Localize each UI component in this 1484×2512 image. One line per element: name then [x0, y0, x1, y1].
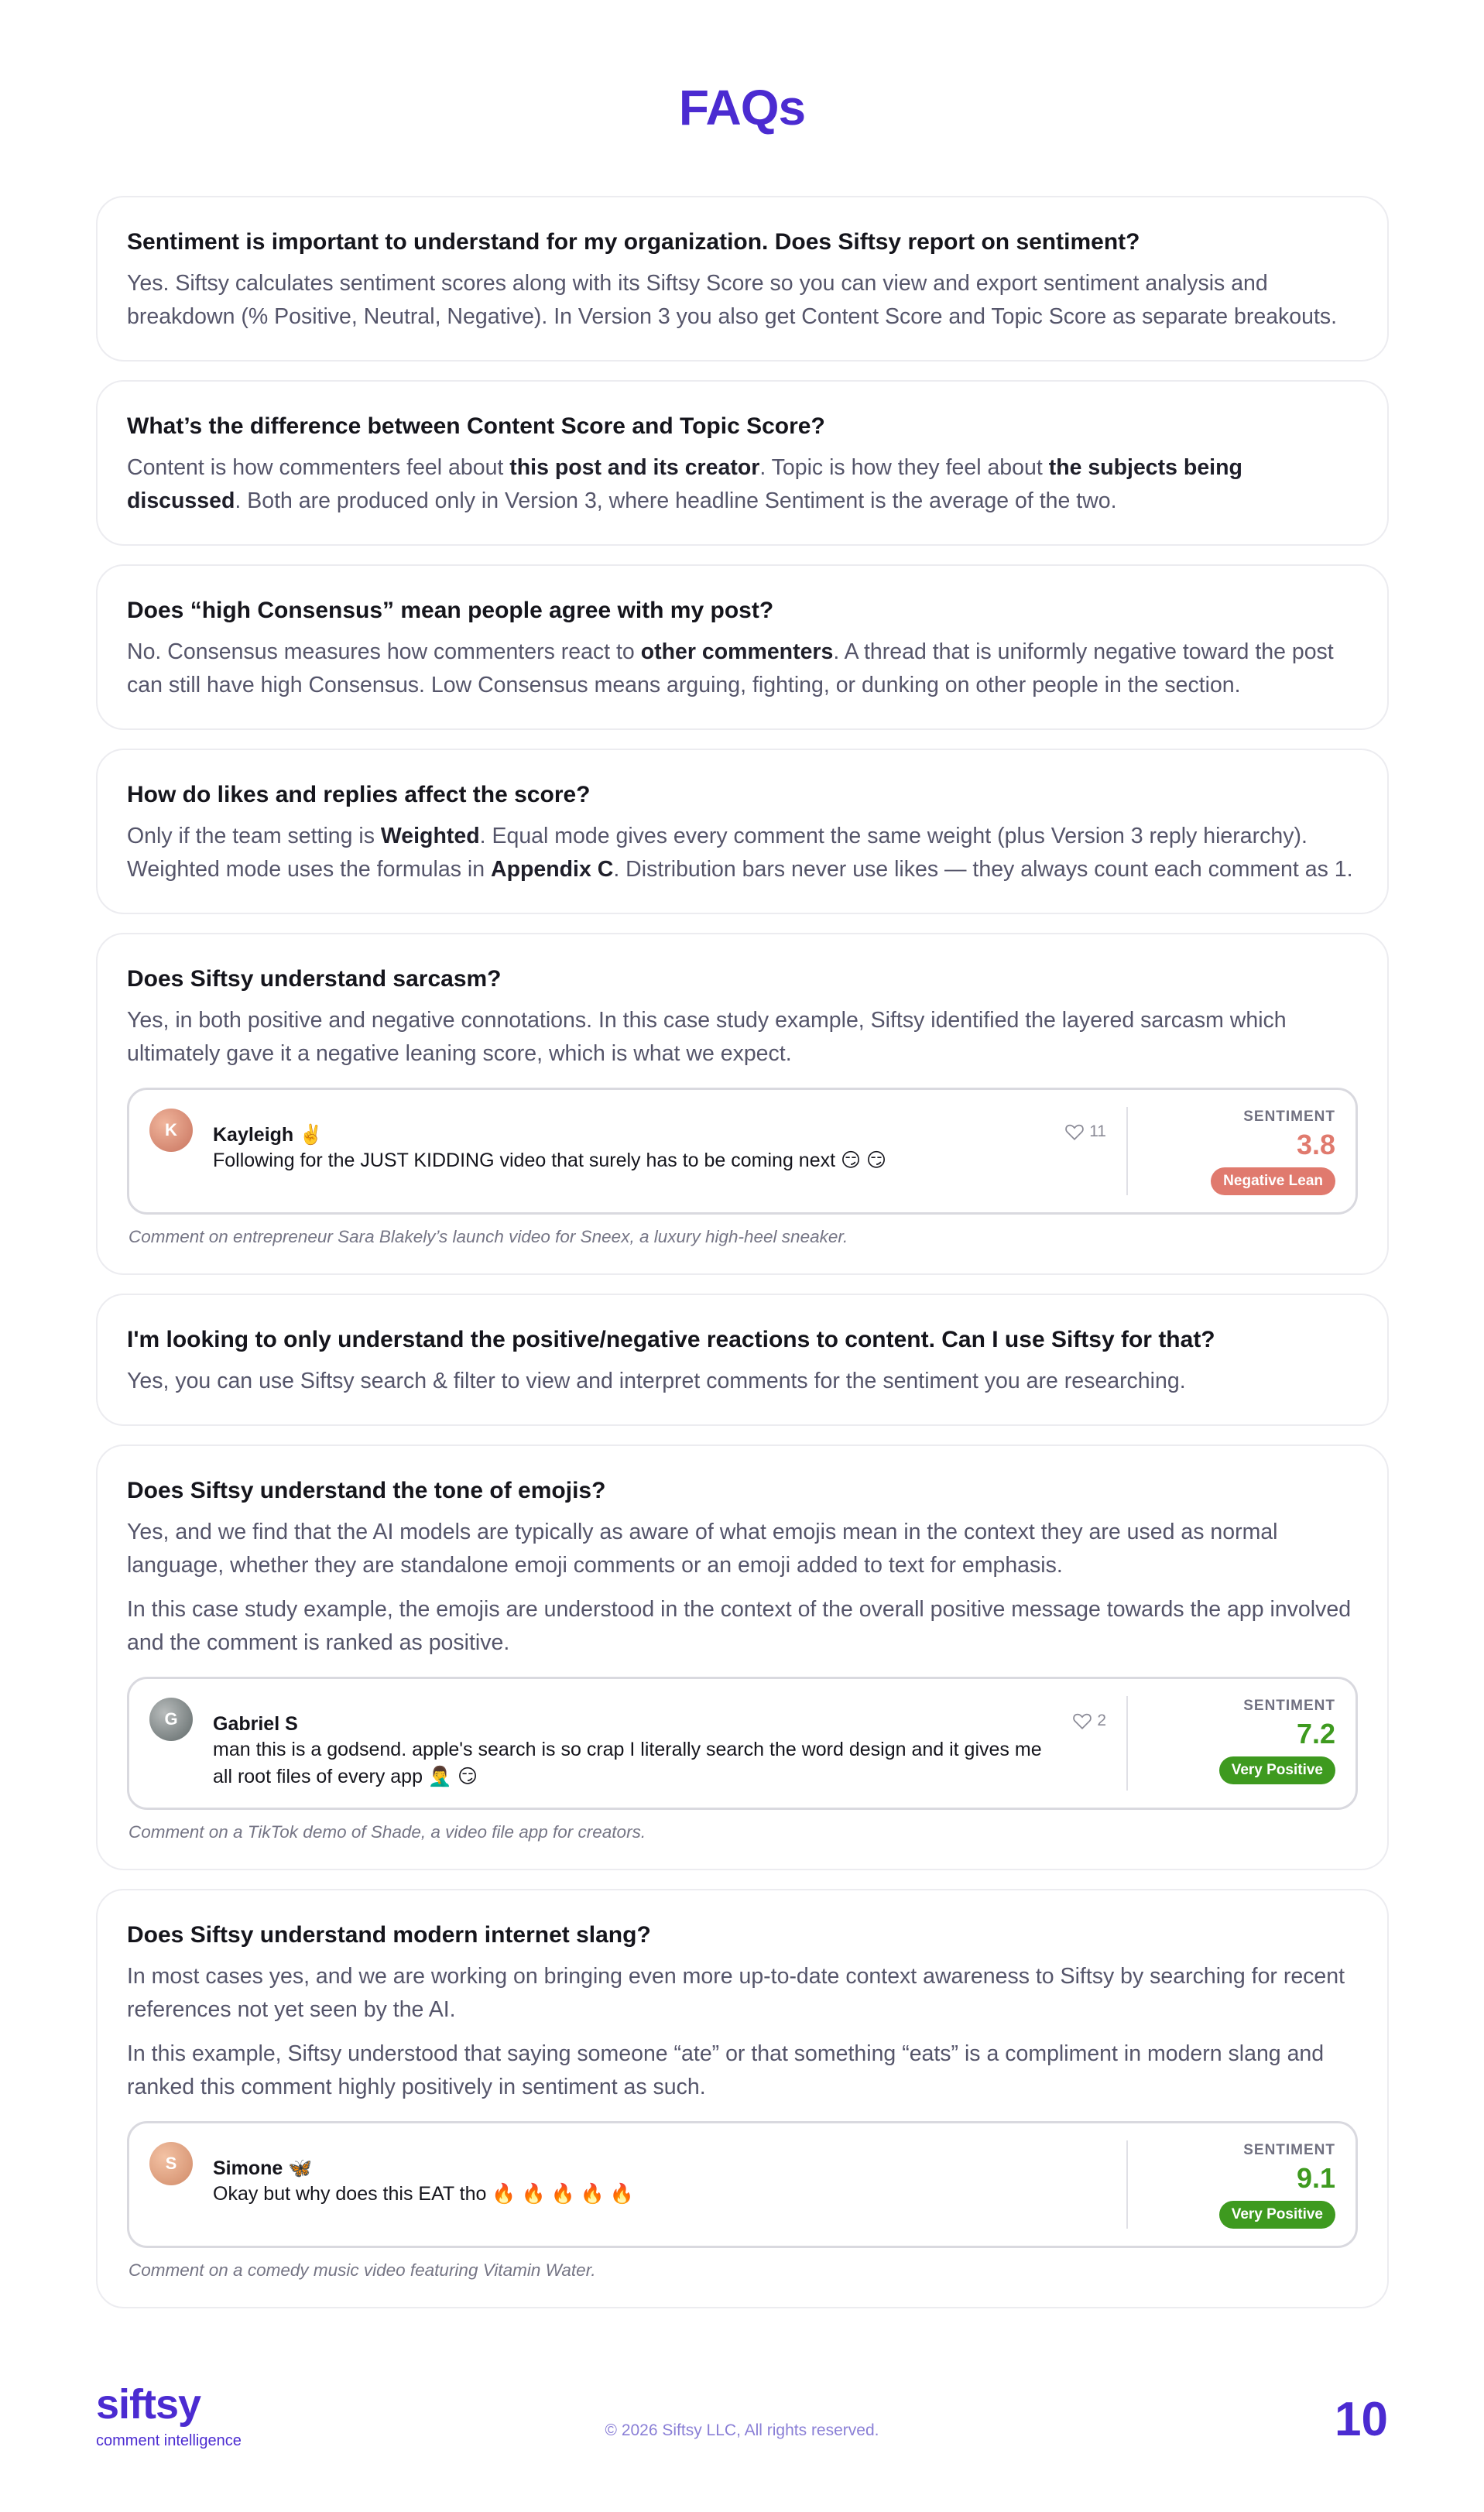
faq-card [96, 380, 1389, 546]
answer-text: No. Consensus measures how commenters react to [127, 639, 641, 664]
comment-caption: Comment on a TikTok demo of Shade, a video file app for creators. [129, 1822, 646, 1842]
faq-card [96, 1294, 1389, 1426]
faq-card [96, 1444, 1389, 1870]
faq-card [96, 933, 1389, 1275]
comment-caption: Comment on a comedy music video featuring Vitamin Water. [129, 2260, 596, 2280]
heart-icon [1064, 1122, 1085, 1141]
answer-emphasis: this post and its creator [509, 455, 760, 480]
answer-text: . Distribution bars never use likes — they always count each comment as 1. [613, 857, 1353, 882]
sentiment-label: SENTIMENT [1243, 1109, 1335, 1125]
faq-question: Does Siftsy understand modern internet slang? [127, 1922, 651, 1948]
sentiment-panel [1126, 1107, 1335, 1195]
faq-question: What’s the difference between Content Score and Topic Score? [127, 413, 825, 439]
answer-text: Only if the team setting is [127, 824, 381, 848]
answer-emphasis: other commenters [640, 639, 834, 664]
sentiment-panel [1126, 2140, 1335, 2229]
faq-answer: Yes. Siftsy calculates sentiment scores along with its Siftsy Score so you can view and export sentiment analysis and breakdown (% Positive, Neutral, Negative). In Version 3 you also get Content Score and Topic Score as separate breakouts. [127, 271, 1338, 329]
faq-answer: In this case study example, the emojis are understood in the context of the overall positive message towards the app involved and the comment is ranked as positive. [127, 1597, 1352, 1655]
avatar: G [149, 1698, 193, 1741]
answer-text: . Topic is how they feel about [759, 455, 1049, 480]
avatar: S [149, 2142, 193, 2185]
page-number: 10 [1335, 2393, 1388, 2446]
comment-card [127, 2121, 1358, 2248]
faq-question: I'm looking to only understand the positive/negative reactions to content. Can I use Siftsy for that? [127, 1327, 1215, 1352]
sentiment-badge: Very Positive [1219, 1756, 1335, 1784]
faq-answer [127, 451, 1358, 518]
faq-card [96, 1889, 1389, 2308]
commenter-name: Simone 🦋 [213, 2157, 313, 2179]
sentiment-score: 3.8 [1296, 1129, 1335, 1160]
answer-text: . Equal mode gives every comment the same weight (plus Version 3 reply hierarchy). Weighted mode uses the formulas in [127, 824, 1307, 882]
comment-body [213, 1712, 1109, 1791]
like-number: 2 [1097, 1712, 1106, 1729]
comment-main [149, 2140, 1126, 2229]
avatar: K [149, 1109, 193, 1152]
faq-answer: Yes, and we find that the AI models are typically as aware of what emojis mean in the context they are used as normal language, whether they are standalone emoji comments or an emoji added to text for emphasis. [127, 1520, 1278, 1578]
comment-card [127, 1677, 1358, 1810]
page-title: FAQs [678, 80, 806, 135]
comment-body [213, 1122, 1109, 1174]
faq-answer: In this example, Siftsy understood that saying someone “ate” or that something “eats” is a compliment in modern slang and ranked this comment highly positively in sentiment as such. [127, 2041, 1325, 2099]
faq-question: How do likes and replies affect the score? [127, 782, 591, 807]
answer-emphasis: Weighted [380, 824, 480, 848]
like-number: 11 [1089, 1122, 1106, 1140]
heart-icon [1072, 1712, 1092, 1730]
comment-text: Following for the JUST KIDDING video that surely has to be coming next 😏 😏 [213, 1150, 887, 1171]
faq-answer [127, 820, 1358, 886]
comment-text: man this is a godsend. apple's search is so crap I literally search the word design and it gives me all root files of every app 🤦‍♂️ 😏 [213, 1739, 1042, 1787]
comment-text: Okay but why does this EAT tho 🔥 🔥 🔥 🔥 🔥 [213, 2183, 634, 2205]
logo-tagline: comment intelligence [96, 2432, 242, 2449]
answer-text: Content is how commenters feel about [127, 455, 510, 480]
sentiment-score: 7.2 [1296, 1718, 1335, 1749]
comment-main [149, 1107, 1126, 1195]
faq-answer: Yes, you can use Siftsy search & filter to view and interpret comments for the sentiment you are researching. [127, 1369, 1186, 1393]
comment-body [213, 2156, 1109, 2208]
siftsy-logo: siftsy [96, 2381, 201, 2428]
sentiment-label: SENTIMENT [1243, 1698, 1335, 1714]
faq-answer: Yes, in both positive and negative connotations. In this case study example, Siftsy identified the layered sarcasm which ultimately gave it a negative leaning score, which is what we expect. [127, 1008, 1287, 1066]
faq-question: Does “high Consensus” mean people agree with my post? [127, 598, 774, 623]
faq-answer [127, 636, 1358, 702]
sentiment-panel [1126, 1696, 1335, 1791]
sentiment-label: SENTIMENT [1243, 2142, 1335, 2158]
faq-answer: In most cases yes, and we are working on bringing even more up-to-date context awareness to Siftsy by searching for recent references not yet seen by the AI. [127, 1964, 1345, 2022]
copyright: © 2026 Siftsy LLC, All rights reserved. [605, 2421, 879, 2439]
faq-question: Does Siftsy understand sarcasm? [127, 966, 502, 992]
faq-list [96, 196, 1389, 2327]
commenter-name: Kayleigh ✌️ [213, 1124, 324, 1146]
answer-text: . A thread that is uniformly negative toward the post can still have high Consensus. Low Consensus means arguing, fighting, or dunking on other people in the section. [127, 639, 1334, 697]
answer-emphasis: Appendix C [490, 857, 614, 882]
like-count [1064, 1122, 1106, 1141]
faq-card [96, 749, 1389, 914]
faq-question: Sentiment is important to understand for my organization. Does Siftsy report on sentiment? [127, 229, 1140, 255]
commenter-name: Gabriel S [213, 1713, 298, 1735]
comment-card [127, 1088, 1358, 1215]
answer-text: . Both are produced only in Version 3, where headline Sentiment is the average of the two. [235, 488, 1117, 513]
sentiment-badge: Very Positive [1219, 2201, 1335, 2229]
comment-caption: Comment on entrepreneur Sara Blakely’s launch video for Sneex, a luxury high-heel sneaker. [129, 1227, 848, 1246]
faq-card [96, 196, 1389, 362]
like-count [1072, 1712, 1106, 1730]
faq-card [96, 564, 1389, 730]
comment-main [149, 1696, 1126, 1791]
answer-emphasis: the subjects being discussed [127, 455, 1242, 513]
sentiment-score: 9.1 [1296, 2162, 1335, 2194]
sentiment-badge: Negative Lean [1211, 1167, 1335, 1195]
faq-question: Does Siftsy understand the tone of emojis? [127, 1478, 606, 1503]
